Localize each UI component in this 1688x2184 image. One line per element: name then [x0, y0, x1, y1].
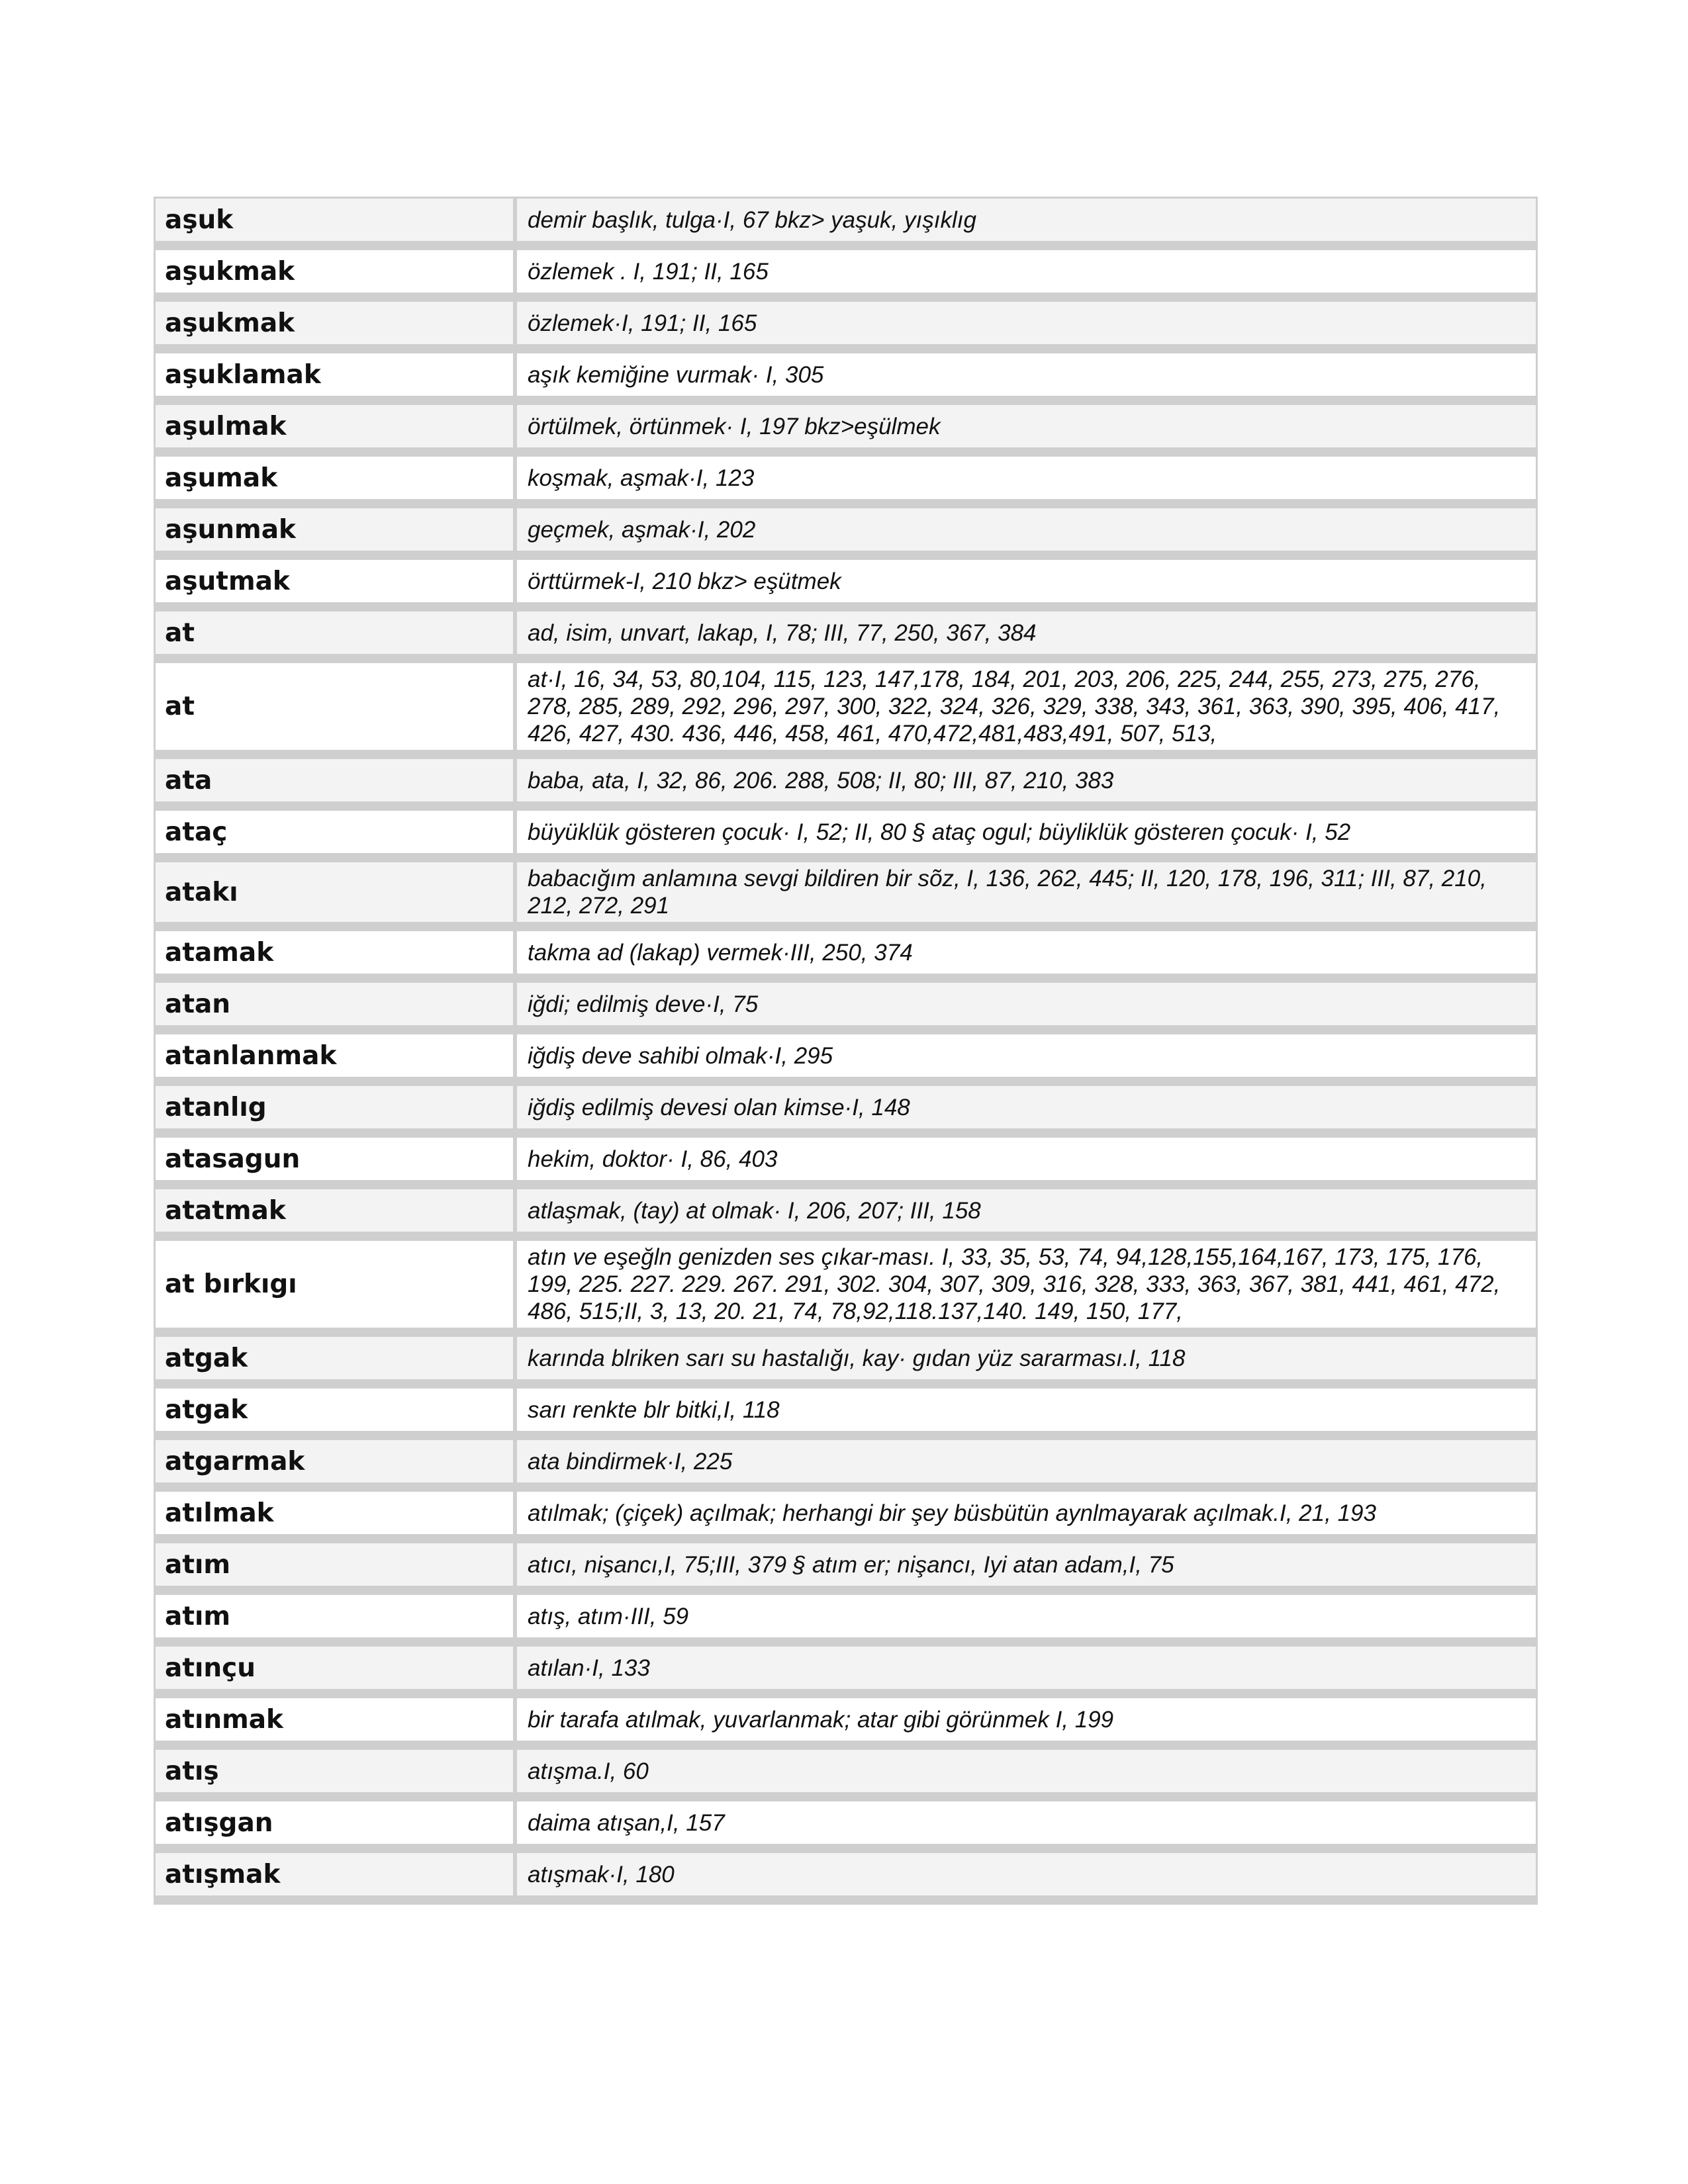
entry-definition: örtülmek, örtünmek· I, 197 bkz>eşülmek: [517, 405, 1536, 447]
entry-term: atış: [156, 1750, 513, 1792]
entry-term: aşumak: [156, 457, 513, 499]
entry-term: aşunmak: [156, 508, 513, 551]
entry-term: atgarmak: [156, 1440, 513, 1482]
entry-term: atamak: [156, 931, 513, 974]
table-row: [156, 663, 1536, 750]
table-row: [156, 931, 1536, 974]
table-row: [156, 1388, 1536, 1431]
table-row: [156, 508, 1536, 551]
table-row: [156, 1801, 1536, 1844]
table-row: [156, 1034, 1536, 1077]
entry-term: atakı: [156, 862, 513, 922]
entry-definition: atış, atım·III, 59: [517, 1595, 1536, 1637]
table-row: [156, 1543, 1536, 1586]
entry-term: aşuklamak: [156, 353, 513, 396]
table-row: [156, 457, 1536, 499]
table-row: [156, 983, 1536, 1025]
entry-term: atgak: [156, 1388, 513, 1431]
table-row: [156, 1189, 1536, 1232]
table-row: [156, 1086, 1536, 1128]
entry-term: atım: [156, 1595, 513, 1637]
entry-term: atanlıg: [156, 1086, 513, 1128]
table-row: [156, 1241, 1536, 1328]
entry-definition: babacığım anlamına sevgi bildiren bir sõz, I, 136, 262, 445; II, 120, 178, 196, 311; III, 87, 210, 212, 272, 291: [517, 862, 1536, 922]
entry-definition: örttürmek-I, 210 bkz> eşütmek: [517, 560, 1536, 602]
table-row: [156, 560, 1536, 602]
entry-definition: atlaşmak, (tay) at olmak· I, 206, 207; III, 158: [517, 1189, 1536, 1232]
entry-definition: daima atışan,I, 157: [517, 1801, 1536, 1844]
entry-definition: bir tarafa atılmak, yuvarlanmak; atar gibi görünmek I, 199: [517, 1698, 1536, 1741]
entry-definition: iğdiş deve sahibi olmak·I, 295: [517, 1034, 1536, 1077]
entry-term: atasagun: [156, 1138, 513, 1180]
entry-definition: atın ve eşeğln genizden ses çıkar-ması. I, 33, 35, 53, 74, 94,128,155,164,167, 173, 175, 176, 199, 225. 227. 229. 267. 291, 302. 304, 307, 309, 316, 328, 333, 363, 367, 381, 441, 461, 472, 486, 515;II, 3, 13, 20. 21, 74, 78,92,118.137,140. 149, 150, 177,: [517, 1241, 1536, 1328]
entry-term: atınçu: [156, 1647, 513, 1689]
entry-definition: iğdi; edilmiş deve·I, 75: [517, 983, 1536, 1025]
entry-definition: ad, isim, unvart, lakap, I, 78; III, 77, 250, 367, 384: [517, 612, 1536, 654]
entry-term: ata: [156, 759, 513, 801]
table-row: [156, 250, 1536, 293]
entry-definition: koşmak, aşmak·I, 123: [517, 457, 1536, 499]
entry-definition: takma ad (lakap) vermek·III, 250, 374: [517, 931, 1536, 974]
entry-definition: atışmak·I, 180: [517, 1853, 1536, 1895]
table-row: [156, 1698, 1536, 1741]
table-row: [156, 759, 1536, 801]
dictionary-table: [154, 197, 1538, 1905]
table-row: [156, 1853, 1536, 1895]
entry-definition: atılmak; (çiçek) açılmak; herhangi bir şey büsbütün aynlmayarak açılmak.I, 21, 193: [517, 1492, 1536, 1534]
table-row: [156, 405, 1536, 447]
entry-term: atınmak: [156, 1698, 513, 1741]
entry-term: atan: [156, 983, 513, 1025]
table-row: [156, 612, 1536, 654]
entry-term: aşutmak: [156, 560, 513, 602]
entry-definition: atılan·I, 133: [517, 1647, 1536, 1689]
entry-definition: özlemek . I, 191; II, 165: [517, 250, 1536, 293]
entry-definition: büyüklük gösteren çocuk· I, 52; II, 80 § ataç ogul; büyliklük gösteren çocuk· I, 52: [517, 811, 1536, 853]
entry-definition: baba, ata, I, 32, 86, 206. 288, 508; II, 80; III, 87, 210, 383: [517, 759, 1536, 801]
table-row: [156, 1647, 1536, 1689]
entry-term: atılmak: [156, 1492, 513, 1534]
entry-term: atışgan: [156, 1801, 513, 1844]
entry-term: atgak: [156, 1337, 513, 1379]
table-row: [156, 1492, 1536, 1534]
entry-term: aşukmak: [156, 250, 513, 293]
table-row: [156, 1138, 1536, 1180]
entry-definition: hekim, doktor· I, 86, 403: [517, 1138, 1536, 1180]
entry-definition: iğdiş edilmiş devesi olan kimse·I, 148: [517, 1086, 1536, 1128]
table-row: [156, 199, 1536, 241]
table-row: [156, 1337, 1536, 1379]
table-row: [156, 1750, 1536, 1792]
entry-term: atım: [156, 1543, 513, 1586]
entry-definition: demir başlık, tulga·I, 67 bkz> yaşuk, yışıklıg: [517, 199, 1536, 241]
table-row: [156, 811, 1536, 853]
entry-definition: sarı renkte blr bitki,I, 118: [517, 1388, 1536, 1431]
table-row: [156, 862, 1536, 922]
table-row: [156, 1440, 1536, 1482]
entry-term: at: [156, 612, 513, 654]
table-row: [156, 302, 1536, 344]
entry-definition: ata bindirmek·I, 225: [517, 1440, 1536, 1482]
entry-term: aşuk: [156, 199, 513, 241]
entry-definition: atışma.I, 60: [517, 1750, 1536, 1792]
entry-definition: karında blriken sarı su hastalığı, kay· gıdan yüz sararması.I, 118: [517, 1337, 1536, 1379]
entry-term: atanlanmak: [156, 1034, 513, 1077]
entry-term: at bırkıgı: [156, 1241, 513, 1328]
table-row: [156, 1595, 1536, 1637]
table-row: [156, 353, 1536, 396]
entry-term: atışmak: [156, 1853, 513, 1895]
entry-definition: özlemek·I, 191; II, 165: [517, 302, 1536, 344]
entry-definition: aşık kemiğine vurmak· I, 305: [517, 353, 1536, 396]
entry-term: atatmak: [156, 1189, 513, 1232]
entry-term: aşulmak: [156, 405, 513, 447]
entry-definition: at·I, 16, 34, 53, 80,104, 115, 123, 147,178, 184, 201, 203, 206, 225, 244, 255, 273, 275, 276, 278, 285, 289, 292, 296, 297, 300, 322, 324, 326, 329, 338, 343, 361, 363, 390, 395, 406, 417, 426, 427, 430. 436, 446, 458, 461, 470,472,481,483,491, 507, 513,: [517, 663, 1536, 750]
entry-term: at: [156, 663, 513, 750]
entry-definition: geçmek, aşmak·I, 202: [517, 508, 1536, 551]
entry-term: aşukmak: [156, 302, 513, 344]
entry-term: ataç: [156, 811, 513, 853]
entry-definition: atıcı, nişancı,I, 75;III, 379 § atım er; nişancı, Iyi atan adam,I, 75: [517, 1543, 1536, 1586]
